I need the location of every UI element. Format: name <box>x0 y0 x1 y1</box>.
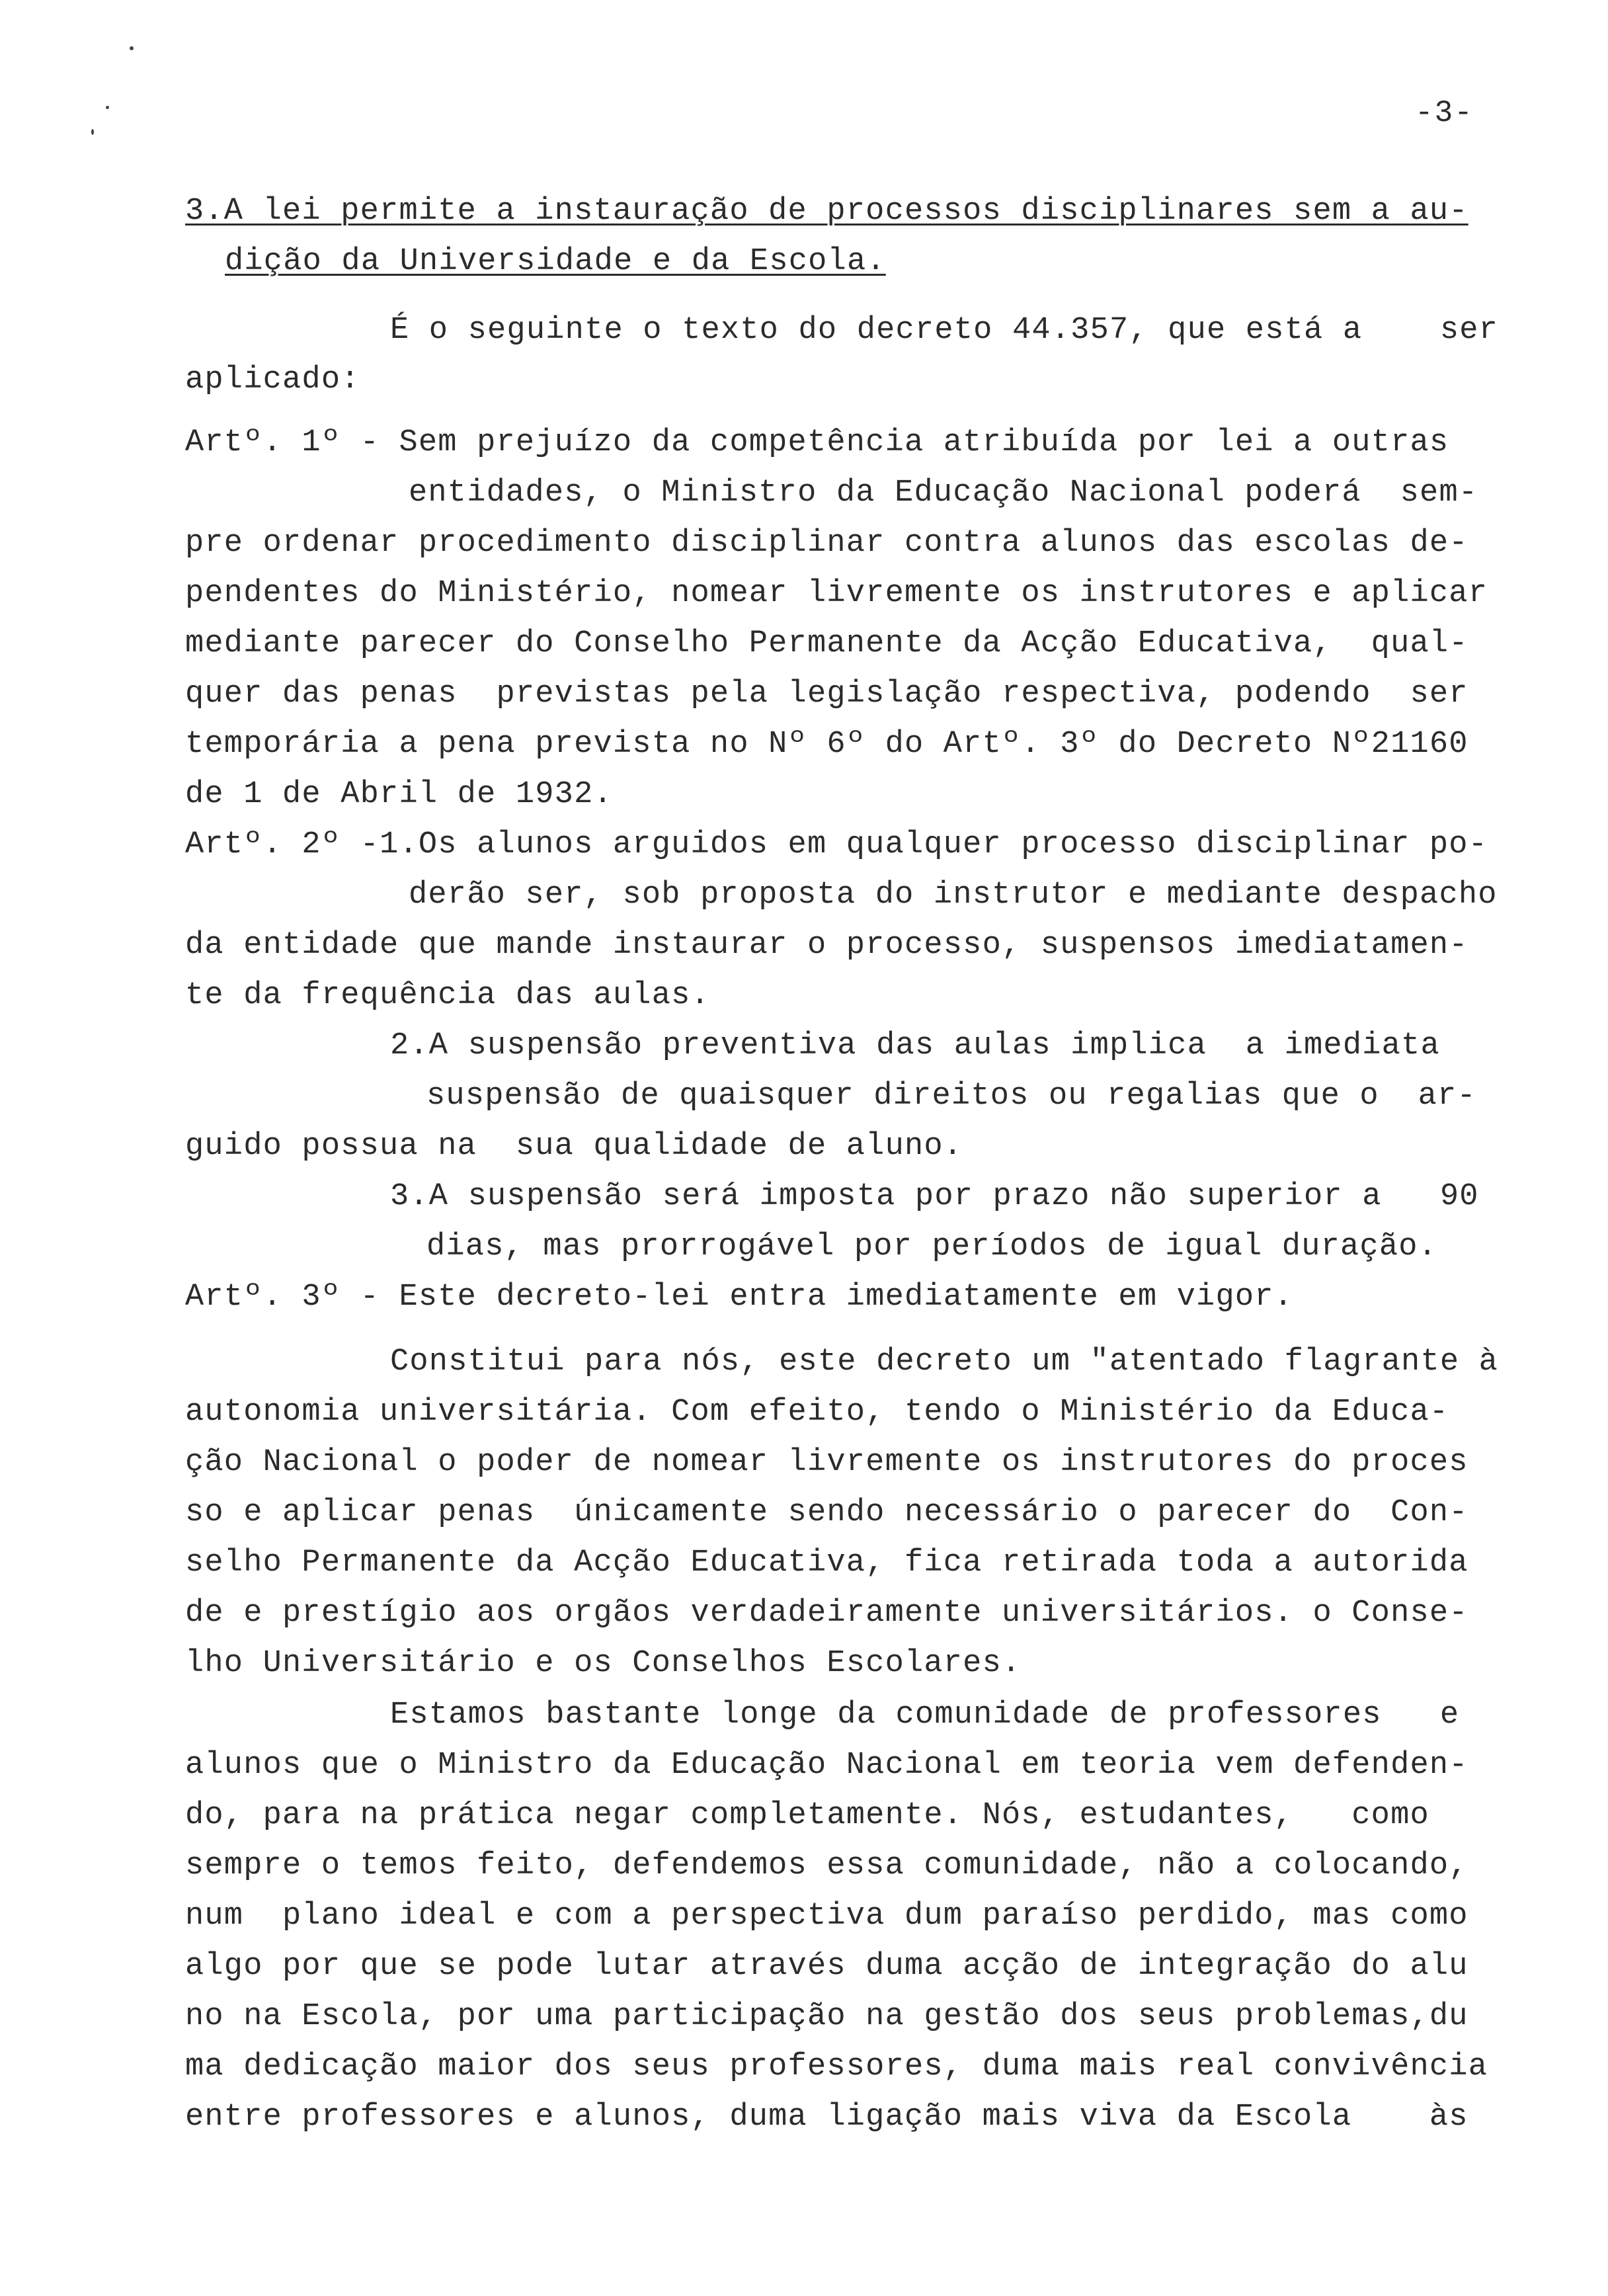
text-line: Artº. 3º - Este decreto-lei entra imediatamente em vigor. <box>185 1280 1294 1315</box>
text-line: te da frequência das aulas. <box>185 978 710 1013</box>
text-line: É o seguinte o texto do decreto 44.357, que está a ser <box>390 313 1499 348</box>
text-line: entidades, o Ministro da Educação Nacional poderá sem- <box>409 475 1478 511</box>
text-line: 3.A suspensão será imposta por prazo não superior a 90 <box>390 1179 1479 1214</box>
text-line: Artº. 1º - Sem prejuízo da competência atribuída por lei a outras <box>185 425 1449 460</box>
text-line: de e prestígio aos orgãos verdadeiramente universitários. o Conse- <box>185 1596 1468 1631</box>
section-heading-line-1: 3.A lei permite a instauração de processos disciplinares sem a au- <box>185 194 1468 229</box>
text-line: ção Nacional o poder de nomear livremente os instrutores do proces <box>185 1445 1468 1480</box>
scan-speck <box>130 46 134 50</box>
text-line: ma dedicação maior dos seus professores, duma mais real convivência <box>185 2049 1488 2084</box>
text-line: dias, mas prorrogável por períodos de igual duração. <box>426 1229 1438 1264</box>
text-line: 2.A suspensão preventiva das aulas implica a imediata <box>390 1028 1440 1063</box>
text-line: mediante parecer do Conselho Permanente da Acção Educativa, qual- <box>185 626 1468 661</box>
page-number: -3- <box>1415 96 1474 130</box>
text-line: Constitui para nós, este decreto um "atentado flagrante à <box>390 1344 1499 1379</box>
text-line: algo por que se pode lutar através duma acção de integração do alu <box>185 1949 1468 1984</box>
text-line: Estamos bastante longe da comunidade de professores e <box>390 1698 1460 1733</box>
text-line: pendentes do Ministério, nomear livremente os instrutores e aplicar <box>185 576 1488 611</box>
text-line: autonomia universitária. Com efeito, tendo o Ministério da Educa- <box>185 1395 1449 1430</box>
text-line: alunos que o Ministro da Educação Nacional em teoria vem defenden- <box>185 1748 1468 1783</box>
text-line: temporária a pena prevista no Nº 6º do Artº. 3º do Decreto Nº21160 <box>185 727 1468 762</box>
text-line: do, para na prática negar completamente. Nós, estudantes, como <box>185 1798 1429 1833</box>
scan-speck <box>106 106 109 109</box>
text-line: num plano ideal e com a perspectiva dum paraíso perdido, mas como <box>185 1899 1468 1934</box>
text-line: suspensão de quaisquer direitos ou regalias que o ar- <box>426 1079 1476 1114</box>
text-line: derão ser, sob proposta do instrutor e mediante despacho <box>409 878 1498 913</box>
text-line: aplicado: <box>185 362 360 397</box>
text-line: guido possua na sua qualidade de aluno. <box>185 1129 963 1164</box>
text-line: da entidade que mande instaurar o processo, suspensos imediatamen- <box>185 928 1468 963</box>
text-line: Artº. 2º -1.Os alunos arguidos em qualquer processo disciplinar po- <box>185 827 1488 862</box>
text-line: entre professores e alunos, duma ligação mais viva da Escola às <box>185 2100 1468 2135</box>
text-line: lho Universitário e os Conselhos Escolares. <box>185 1646 1022 1681</box>
text-line: no na Escola, por uma participação na gestão dos seus problemas,du <box>185 1999 1468 2034</box>
section-heading-line-2: dição da Universidade e da Escola. <box>225 244 886 279</box>
text-line: sempre o temos feito, defendemos essa comunidade, não a colocando, <box>185 1848 1468 1883</box>
text-line: de 1 de Abril de 1932. <box>185 777 613 812</box>
text-line: pre ordenar procedimento disciplinar contra alunos das escolas de- <box>185 526 1468 561</box>
text-line: selho Permanente da Acção Educativa, fica retirada toda a autorida <box>185 1545 1468 1580</box>
text-line: so e aplicar penas únicamente sendo necessário o parecer do Con- <box>185 1495 1468 1530</box>
scan-speck <box>91 129 94 135</box>
text-line: quer das penas previstas pela legislação respectiva, podendo ser <box>185 676 1468 712</box>
